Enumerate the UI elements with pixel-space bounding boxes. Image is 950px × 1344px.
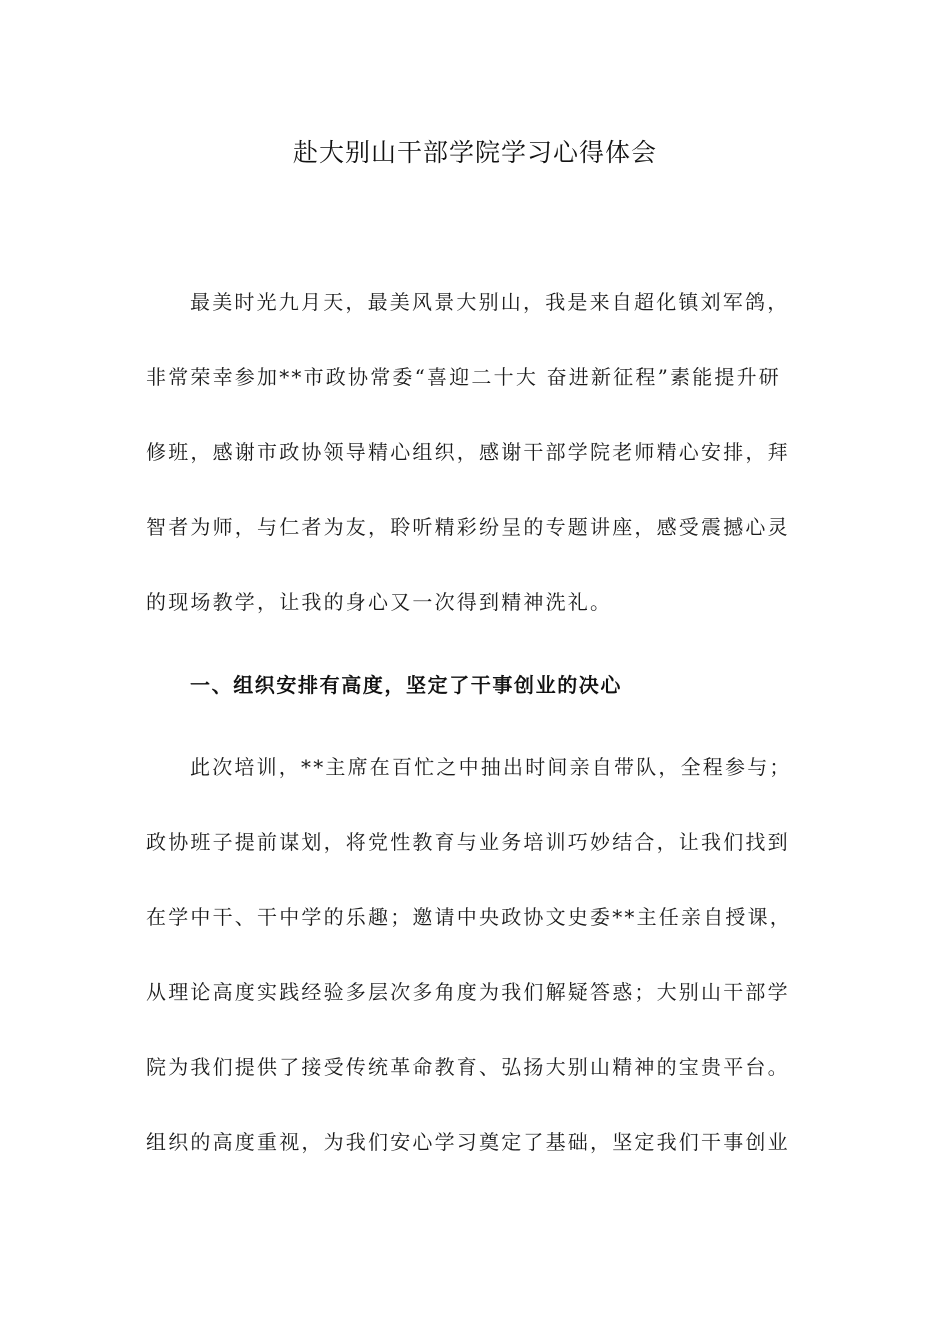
paragraph-line: 院为我们提供了接受传统革命教育、弘扬大别山精神的宝贵平台。 xyxy=(146,1055,790,1079)
section-heading: 一、组织安排有高度，坚定了干事创业的决心 xyxy=(190,673,622,697)
paragraph-line: 从理论高度实践经验多层次多角度为我们解疑答惑；大别山干部学 xyxy=(146,980,790,1004)
paragraph-line: 此次培训，**主席在百忙之中抽出时间亲自带队，全程参与； xyxy=(190,755,792,779)
paragraph-intro xyxy=(146,265,806,640)
document-title: 赴大别山干部学院学习心得体会 xyxy=(292,138,657,167)
paragraph-line: 修班，感谢市政协领导精心组织，感谢干部学院老师精心安排，拜 xyxy=(146,440,790,464)
paragraph-line: 最美时光九月天，最美风景大别山，我是来自超化镇刘军鸽， xyxy=(190,290,790,314)
paragraph-line: 智者为师，与仁者为友，聆听精彩纷呈的专题讲座，感受震撼心灵 xyxy=(146,515,790,539)
paragraph-line: 在学中干、干中学的乐趣；邀请中央政协文史委**主任亲自授课， xyxy=(146,905,792,929)
paragraph-line: 政协班子提前谋划，将党性教育与业务培训巧妙结合，让我们找到 xyxy=(146,830,790,854)
paragraph-line: 的现场教学，让我的身心又一次得到精神洗礼。 xyxy=(146,590,613,614)
paragraph-section1 xyxy=(146,730,806,1180)
paragraph-line: 非常荣幸参加**市政协常委“喜迎二十大 奋进新征程”素能提升研 xyxy=(146,365,782,389)
paragraph-line: 组织的高度重视，为我们安心学习奠定了基础，坚定我们干事创业 xyxy=(146,1130,790,1154)
